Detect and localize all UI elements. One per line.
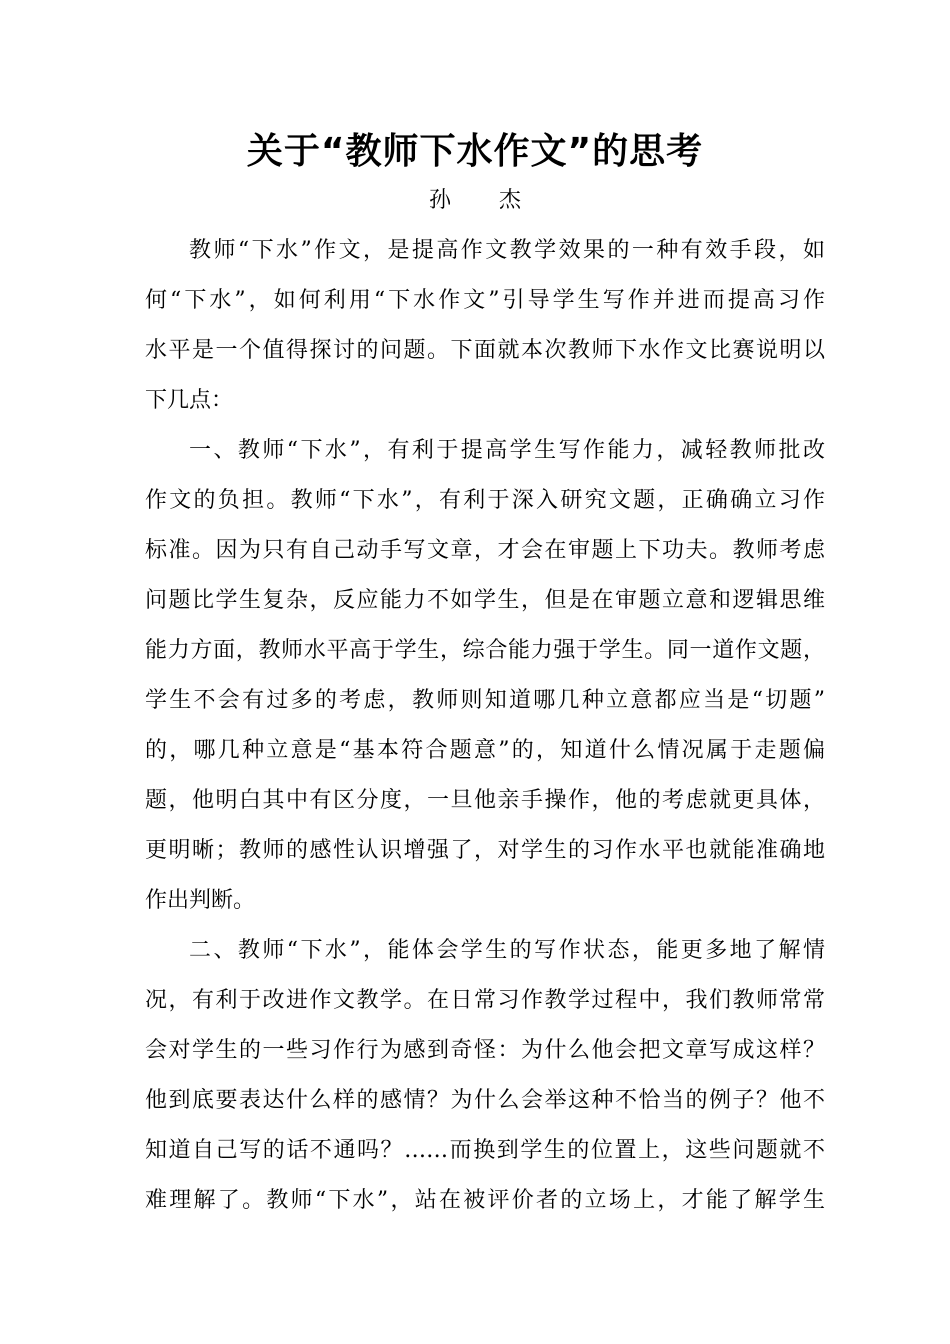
text-line: 下几点：	[145, 388, 234, 413]
text-line: 作文的负担。教师“下水”，有利于深入研究文题，正确确立习作	[145, 488, 825, 513]
document-body	[145, 232, 825, 1232]
text-line: 难理解了。教师“下水”，站在被评价者的立场上，才能了解学生	[145, 1188, 825, 1213]
text-line: 题，他明白其中有区分度，一旦他亲手操作，他的考虑就更具体，	[145, 788, 825, 813]
author-name: 孙杰	[428, 188, 569, 213]
text-line: 知道自己写的话不通吗？……而换到学生的位置上，这些问题就不	[145, 1138, 825, 1163]
text-line: 水平是一个值得探讨的问题。下面就本次教师下水作文比赛说明以	[145, 338, 825, 363]
text-line: 会对学生的一些习作行为感到奇怪：为什么他会把文章写成这样？	[145, 1038, 825, 1063]
document-title: 关于“教师下水作文”的思考	[246, 131, 704, 172]
text-line: 学生不会有过多的考虑，教师则知道哪几种立意都应当是“切题”	[145, 688, 825, 713]
text-line: 况，有利于改进作文教学。在日常习作教学过程中，我们教师常常	[145, 988, 825, 1013]
text-line: 一、教师“下水”，有利于提高学生写作能力，减轻教师批改	[189, 438, 825, 463]
text-line: 何“下水”，如何利用“下水作文”引导学生写作并进而提高习作	[145, 288, 825, 313]
text-line: 问题比学生复杂，反应能力不如学生，但是在审题立意和逻辑思维	[145, 588, 825, 613]
text-line: 他到底要表达什么样的感情？为什么会举这种不恰当的例子？他不	[145, 1088, 825, 1113]
text-line: 标准。因为只有自己动手写文章，才会在审题上下功夫。教师考虑	[145, 538, 825, 563]
text-line: 更明晰；教师的感性认识增强了，对学生的习作水平也就能准确地	[145, 838, 825, 863]
text-line: 作出判断。	[145, 888, 256, 913]
text-line: 的，哪几种立意是“基本符合题意”的，知道什么情况属于走题偏	[145, 738, 825, 763]
text-line: 教师“下水”作文，是提高作文教学效果的一种有效手段，如	[189, 238, 825, 263]
text-line: 能力方面，教师水平高于学生，综合能力强于学生。同一道作文题，	[145, 638, 825, 663]
text-line: 二、教师“下水”，能体会学生的写作状态，能更多地了解情	[189, 938, 825, 963]
